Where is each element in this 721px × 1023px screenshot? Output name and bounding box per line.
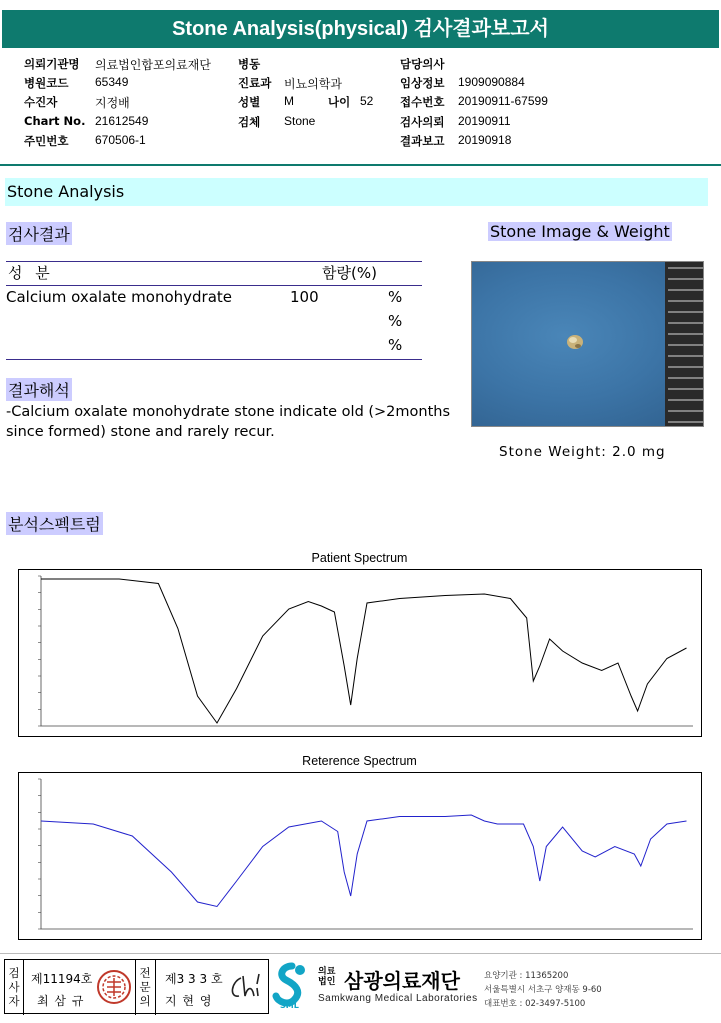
hospital-code-label: 병원코드 bbox=[24, 76, 69, 90]
column-header-content: 함량(%) bbox=[322, 264, 377, 282]
stone-weight: Stone Weight: 2.0 mg bbox=[499, 444, 666, 460]
doctor-label: 담당의사 bbox=[400, 57, 445, 71]
component-value: 100 bbox=[290, 288, 319, 306]
component-unit: % bbox=[388, 336, 403, 354]
institution-label: 의뢰기관명 bbox=[24, 57, 80, 71]
interpretation-heading: 결과해석 bbox=[6, 378, 72, 401]
organization-block bbox=[272, 959, 717, 1015]
org-code: 요양기관 : 11365200 bbox=[484, 971, 569, 981]
specialist-label: 전문의 bbox=[139, 966, 151, 1008]
org-english-name: Samkwang Medical Laboratories bbox=[318, 993, 478, 1004]
examiner-seal bbox=[95, 968, 133, 1006]
resident-no-label: 주민번호 bbox=[24, 134, 69, 148]
patient-spectrum-chart bbox=[18, 569, 702, 737]
stone-photo bbox=[471, 261, 704, 427]
component-unit: % bbox=[388, 312, 403, 330]
report-title: Stone Analysis(physical) 검사결과보고서 bbox=[2, 10, 719, 48]
clinical-info-label: 임상정보 bbox=[400, 76, 445, 90]
header-divider bbox=[0, 164, 721, 166]
interpretation-text: -Calcium oxalate monohydrate stone indicate old (>2months since formed) stone and rarely recur. bbox=[6, 404, 451, 440]
specialist-name: 지 현 영 bbox=[165, 994, 213, 1008]
request-date-value: 20190911 bbox=[458, 114, 511, 128]
request-date-label: 검사의뢰 bbox=[400, 115, 445, 129]
stone-fragment bbox=[567, 335, 583, 349]
receipt-no-value: 20190911-67599 bbox=[458, 94, 548, 108]
sex-value: M bbox=[284, 94, 294, 108]
report-date-label: 결과보고 bbox=[400, 134, 445, 148]
institution-value: 의료법인합포의료재단 bbox=[95, 58, 211, 72]
org-name: 삼광의료재단 bbox=[344, 969, 460, 993]
patient-info-panel bbox=[0, 56, 721, 164]
examiner-label: 검사자 bbox=[8, 966, 20, 1008]
specialist-signature bbox=[223, 970, 265, 1006]
receipt-no-label: 접수번호 bbox=[400, 95, 445, 109]
org-prefix: 의료 법인 bbox=[318, 967, 336, 987]
chart-no-value: 21612549 bbox=[95, 114, 149, 128]
spectrum-axes bbox=[41, 576, 693, 726]
spectrum-heading: 분석스펙트럼 bbox=[6, 512, 103, 535]
age-value: 52 bbox=[360, 94, 374, 108]
report-date-value: 20190918 bbox=[458, 133, 512, 147]
specialist-license: 제3 3 3 호 bbox=[165, 972, 223, 986]
reference-spectrum-chart bbox=[18, 772, 702, 940]
stone-image-heading: Stone Image & Weight bbox=[490, 222, 670, 241]
sex-label: 성별 bbox=[238, 95, 261, 109]
sml-logo-icon bbox=[272, 962, 316, 1010]
department-label: 진료과 bbox=[238, 76, 272, 90]
component-name: Calcium oxalate monohydrate bbox=[6, 288, 233, 306]
recipient-label: 수진자 bbox=[24, 95, 58, 109]
logo-text: SML bbox=[280, 1001, 299, 1010]
org-phone: 대표번호 : 02-3497-5100 bbox=[484, 999, 586, 1009]
spectrum-trace bbox=[41, 579, 687, 723]
specimen-value: Stone bbox=[284, 114, 316, 128]
chart-no-label: Chart No. bbox=[24, 114, 86, 128]
component-unit: % bbox=[388, 288, 403, 306]
column-header-component: 성 분 bbox=[8, 264, 54, 282]
clinical-info-value: 1909090884 bbox=[458, 75, 525, 89]
ward-label: 병동 bbox=[238, 57, 261, 71]
resident-no-value: 670506-1 bbox=[95, 133, 146, 147]
examiner-license: 제11194호 bbox=[31, 972, 93, 986]
hospital-code-value: 65349 bbox=[95, 75, 129, 89]
patient-spectrum-title: Patient Spectrum bbox=[311, 551, 408, 565]
results-heading: 검사결과 bbox=[6, 222, 72, 245]
reference-spectrum-title: Reterence Spectrum bbox=[302, 754, 417, 768]
footer bbox=[0, 953, 721, 1019]
department-value: 비뇨의학과 bbox=[284, 77, 342, 91]
recipient-value: 지정배 bbox=[95, 96, 130, 110]
specimen-label: 검체 bbox=[238, 115, 261, 129]
age-label: 나이 bbox=[328, 95, 351, 109]
spectrum-axes bbox=[41, 779, 693, 929]
org-address: 서울특별시 서초구 양재동 9-60 bbox=[484, 985, 602, 995]
section-title: Stone Analysis bbox=[5, 178, 708, 206]
spectrum-trace bbox=[41, 815, 687, 907]
examiner-name: 최 삼 규 bbox=[37, 994, 85, 1008]
signature-box bbox=[4, 959, 269, 1014]
